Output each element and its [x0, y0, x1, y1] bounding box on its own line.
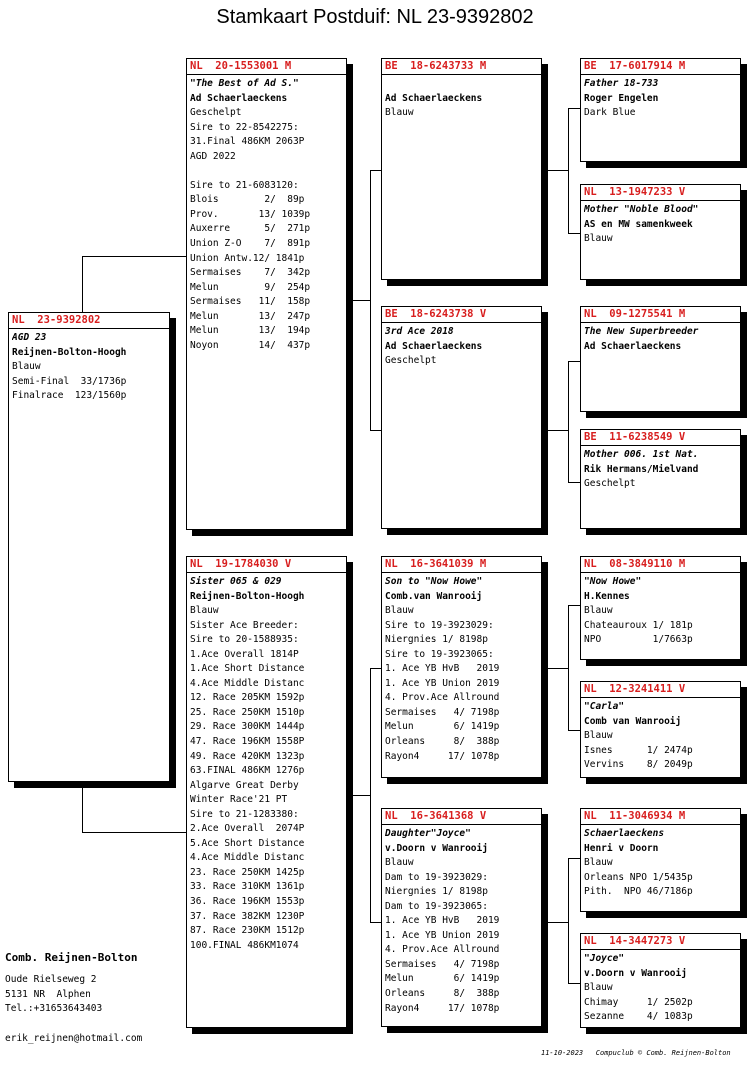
detail-line: Vervins 8/ 2049p	[584, 759, 693, 771]
detail-line: Melun 13/ 194p	[190, 325, 311, 337]
card-details	[581, 323, 740, 354]
connector	[346, 795, 370, 796]
ring-number: NL 13-1947233 V	[581, 185, 740, 201]
detail-line: Blauw	[12, 361, 41, 373]
card-details	[187, 75, 346, 353]
detail-line: Semi-Final 33/1736p	[12, 375, 127, 387]
card-details	[382, 825, 541, 1016]
great-grandparent-card-7	[580, 808, 741, 912]
ring-number: NL 20-1553001 M	[187, 59, 346, 75]
detail-line: Orleans 8/ 388p	[385, 736, 500, 748]
detail-line: 12. Race 205KM 1592p	[190, 692, 305, 704]
connector	[568, 605, 569, 731]
owner-street: Oude Rielseweg 2	[5, 974, 97, 985]
breeder-name: v.Doorn v Wanrooij	[584, 967, 687, 979]
detail-line: 36. Race 196KM 1553p	[190, 896, 305, 908]
breeder-name: AS en MW samenkweek	[584, 218, 693, 230]
detail-line: 63.FINAL 486KM 1276p	[190, 765, 305, 777]
card-details	[382, 323, 541, 369]
detail-line: 33. Race 310KM 1361p	[190, 881, 305, 893]
detail-line: Blauw	[385, 107, 414, 119]
pigeon-name	[385, 77, 538, 92]
detail-line: Geschelpt	[385, 355, 437, 367]
grandsire-paternal-card	[381, 58, 542, 280]
pigeon-name: Daughter"Joyce"	[385, 828, 471, 839]
pigeon-name: "Carla"	[584, 701, 625, 712]
detail-line: 1.Ace Overall 1814P	[190, 648, 299, 660]
detail-line: Sire to 19-3923065:	[385, 648, 494, 660]
great-grandparent-card-8	[580, 933, 741, 1028]
pigeon-name: "The Best of Ad S."	[190, 78, 299, 89]
detail-line: Isnes 1/ 2474p	[584, 744, 693, 756]
detail-line: Auxerre 5/ 271p	[190, 223, 311, 235]
breeder-name: Ad Schaerlaeckens	[190, 92, 288, 104]
detail-line: Blauw	[584, 730, 613, 742]
detail-line: 5.Ace Short Distance	[190, 837, 305, 849]
owner-name: Comb. Reijnen-Bolton	[5, 951, 138, 964]
detail-line: 2.Ace Overall 2074P	[190, 823, 305, 835]
sire-card	[186, 58, 347, 530]
detail-line: 37. Race 382KM 1230P	[190, 910, 305, 922]
card-details	[187, 573, 346, 953]
card-details	[382, 573, 541, 764]
detail-line: Sire to 22-8542275:	[190, 121, 299, 133]
connector	[82, 832, 187, 833]
breeder-name: Comb van Wanrooij	[584, 715, 682, 727]
detail-line: Prov. 13/ 1039p	[190, 208, 311, 220]
connector	[542, 668, 568, 669]
detail-line: Chimay 1/ 2502p	[584, 996, 693, 1008]
great-grandparent-card-4	[580, 429, 741, 529]
connector	[542, 170, 568, 171]
detail-line: Union Antw.12/ 1841p	[190, 252, 305, 264]
breeder-name: Ad Schaerlaeckens	[385, 340, 483, 352]
breeder-name: Rik Hermans/Mielvand	[584, 463, 699, 475]
detail-line: Melun 9/ 254p	[190, 281, 311, 293]
breeder-name: H.Kennes	[584, 590, 630, 602]
owner-city: 5131 NR Alphen	[5, 989, 91, 1000]
detail-line: Geschelpt	[584, 478, 636, 490]
detail-line: 47. Race 196KM 1558P	[190, 736, 305, 748]
great-grandparent-card-1	[580, 58, 741, 162]
detail-line: Sire to 19-3923029:	[385, 619, 494, 631]
detail-line: Blauw	[584, 857, 613, 869]
grandsire-maternal-card	[381, 556, 542, 778]
granddam-paternal-card	[381, 306, 542, 529]
detail-line: 25. Race 250KM 1510p	[190, 706, 305, 718]
card-details	[581, 446, 740, 492]
card-details	[581, 950, 740, 1025]
detail-line: Melun 13/ 247p	[190, 310, 311, 322]
pigeon-name: Father 18-733	[584, 78, 659, 89]
breeder-name: Henri v Doorn	[584, 842, 659, 854]
connector	[568, 108, 569, 234]
ring-number: NL 16-3641039 M	[382, 557, 541, 573]
detail-line: Sermaises 11/ 158p	[190, 296, 311, 308]
owner-email: erik_reijnen@hotmail.com	[5, 1033, 143, 1044]
connector	[542, 430, 568, 431]
connector	[370, 170, 371, 431]
detail-line: 1. Ace YB Union 2019	[385, 677, 500, 689]
owner-phone: Tel.:+31653643403	[5, 1003, 103, 1014]
ring-number: NL 08-3849110 M	[581, 557, 740, 573]
breeder-name: Reijnen-Bolton-Hoogh	[190, 590, 305, 602]
connector	[346, 300, 370, 301]
detail-line: Sister Ace Breeder:	[190, 619, 299, 631]
pigeon-name: Sister 065 & 029	[190, 576, 282, 587]
detail-line: Sire to 21-6083120:	[190, 179, 299, 191]
detail-line: Blauw	[385, 605, 414, 617]
detail-line: Dam to 19-3923029:	[385, 871, 488, 883]
great-grandparent-card-5	[580, 556, 741, 660]
detail-line: Rayon4 17/ 1078p	[385, 1002, 500, 1014]
connector	[82, 256, 187, 257]
ring-number: NL 16-3641368 V	[382, 809, 541, 825]
detail-line: Sire to 21-1283380:	[190, 808, 299, 820]
detail-line: Sermaises 4/ 7198p	[385, 958, 500, 970]
detail-line: 1. Ace YB Union 2019	[385, 929, 500, 941]
detail-line: Orleans 8/ 388p	[385, 988, 500, 1000]
breeder-name: v.Doorn v Wanrooij	[385, 842, 488, 854]
connector	[82, 782, 83, 832]
connector	[568, 361, 569, 483]
detail-line: 1. Ace YB HvB 2019	[385, 663, 500, 675]
detail-line: Geschelpt	[190, 107, 242, 119]
detail-line: 4. Prov.Ace Allround	[385, 944, 500, 956]
card-details	[581, 75, 740, 121]
detail-line: 4.Ace Middle Distanc	[190, 677, 305, 689]
detail-line: Blauw	[584, 982, 613, 994]
ring-number: BE 18-6243733 M	[382, 59, 541, 75]
ring-number: NL 14-3447273 V	[581, 934, 740, 950]
detail-line: Blauw	[584, 233, 613, 245]
detail-line: Melun 6/ 1419p	[385, 973, 500, 985]
breeder-name: Comb.van Wanrooij	[385, 590, 483, 602]
connector	[568, 858, 569, 984]
detail-line: Dark Blue	[584, 107, 636, 119]
detail-line: Blauw	[190, 605, 219, 617]
detail-line: 29. Race 300KM 1444p	[190, 721, 305, 733]
card-details	[9, 329, 169, 404]
card-details	[581, 825, 740, 900]
pigeon-name: 3rd Ace 2018	[385, 326, 454, 337]
detail-line: Sermaises 4/ 7198p	[385, 706, 500, 718]
ring-number: BE 11-6238549 V	[581, 430, 740, 446]
detail-line: Noyon 14/ 437p	[190, 339, 311, 351]
detail-line: Melun 6/ 1419p	[385, 721, 500, 733]
detail-line: 100.FINAL 486KM1074	[190, 939, 299, 951]
detail-line: Chateauroux 1/ 181p	[584, 619, 693, 631]
detail-line: Algarve Great Derby	[190, 779, 299, 791]
detail-line: AGD 2022	[190, 150, 236, 162]
detail-line: Blauw	[584, 605, 613, 617]
detail-line: 4.Ace Middle Distanc	[190, 852, 305, 864]
detail-line: 1. Ace YB HvB 2019	[385, 915, 500, 927]
ring-number: NL 12-3241411 V	[581, 682, 740, 698]
detail-line: Pith. NPO 46/7186p	[584, 886, 693, 898]
ring-number: NL 09-1275541 M	[581, 307, 740, 323]
detail-line: 87. Race 230KM 1512p	[190, 925, 305, 937]
breeder-name: Ad Schaerlaeckens	[584, 340, 682, 352]
great-grandparent-card-6	[580, 681, 741, 778]
detail-line: Niergnies 1/ 8198p	[385, 886, 488, 898]
pigeon-name: AGD 23	[12, 332, 47, 343]
card-details	[581, 573, 740, 648]
pigeon-name: The New Superbreeder	[584, 326, 699, 337]
card-details	[581, 201, 740, 247]
pigeon-name: "Now Howe"	[584, 576, 642, 587]
great-grandparent-card-3	[580, 306, 741, 412]
detail-line: 31.Final 486KM 2063P	[190, 136, 305, 148]
connector	[542, 922, 568, 923]
detail-line: Sezanne 4/ 1083p	[584, 1011, 693, 1023]
pigeon-name: Son to "Now Howe"	[385, 576, 483, 587]
detail-line: Sire to 20-1588935:	[190, 634, 299, 646]
detail-line: Union Z-O 7/ 891p	[190, 238, 311, 250]
detail-line: Blois 2/ 89p	[190, 194, 305, 206]
connector	[82, 256, 83, 313]
pigeon-name: Mother "Noble Blood"	[584, 204, 699, 215]
great-grandparent-card-2	[580, 184, 741, 280]
dam-card	[186, 556, 347, 1028]
detail-line: NPO 1/7663p	[584, 634, 693, 646]
detail-line: Sermaises 7/ 342p	[190, 267, 311, 279]
ring-number: NL 23-9392802	[9, 313, 169, 329]
granddam-maternal-card	[381, 808, 542, 1027]
detail-line: Niergnies 1/ 8198p	[385, 634, 488, 646]
detail-line: Orleans NPO 1/5435p	[584, 871, 693, 883]
detail-line: 1.Ace Short Distance	[190, 663, 305, 675]
breeder-name: Roger Engelen	[584, 92, 659, 104]
detail-line: Rayon4 17/ 1078p	[385, 750, 500, 762]
ring-number: NL 11-3046934 M	[581, 809, 740, 825]
detail-line: Finalrace 123/1560p	[12, 390, 127, 402]
ring-number: BE 17-6017914 M	[581, 59, 740, 75]
pigeon-name: Mother 006. 1st Nat.	[584, 449, 699, 460]
detail-line: Blauw	[385, 857, 414, 869]
ring-number: NL 19-1784030 V	[187, 557, 346, 573]
card-details	[382, 75, 541, 121]
detail-line: Dam to 19-3923065:	[385, 900, 488, 912]
detail-line: 49. Race 420KM 1323p	[190, 750, 305, 762]
footer-credit: 11-10-2023 Compuclub © Comb. Reijnen-Bolton	[541, 1049, 731, 1057]
ring-number: BE 18-6243738 V	[382, 307, 541, 323]
pigeon-name: "Joyce"	[584, 953, 625, 964]
breeder-name: Reijnen-Bolton-Hoogh	[12, 346, 127, 358]
connector	[370, 668, 371, 923]
page-title: Stamkaart Postduif: NL 23-9392802	[216, 6, 534, 28]
subject-card	[8, 312, 170, 782]
detail-line: 23. Race 250KM 1425p	[190, 866, 305, 878]
detail-line: Winter Race'21 PT	[190, 794, 288, 806]
detail-line	[190, 164, 343, 179]
breeder-name: Ad Schaerlaeckens	[385, 92, 483, 104]
detail-line: 4. Prov.Ace Allround	[385, 692, 500, 704]
card-details	[581, 698, 740, 773]
pigeon-name: Schaerlaeckens	[584, 828, 665, 839]
